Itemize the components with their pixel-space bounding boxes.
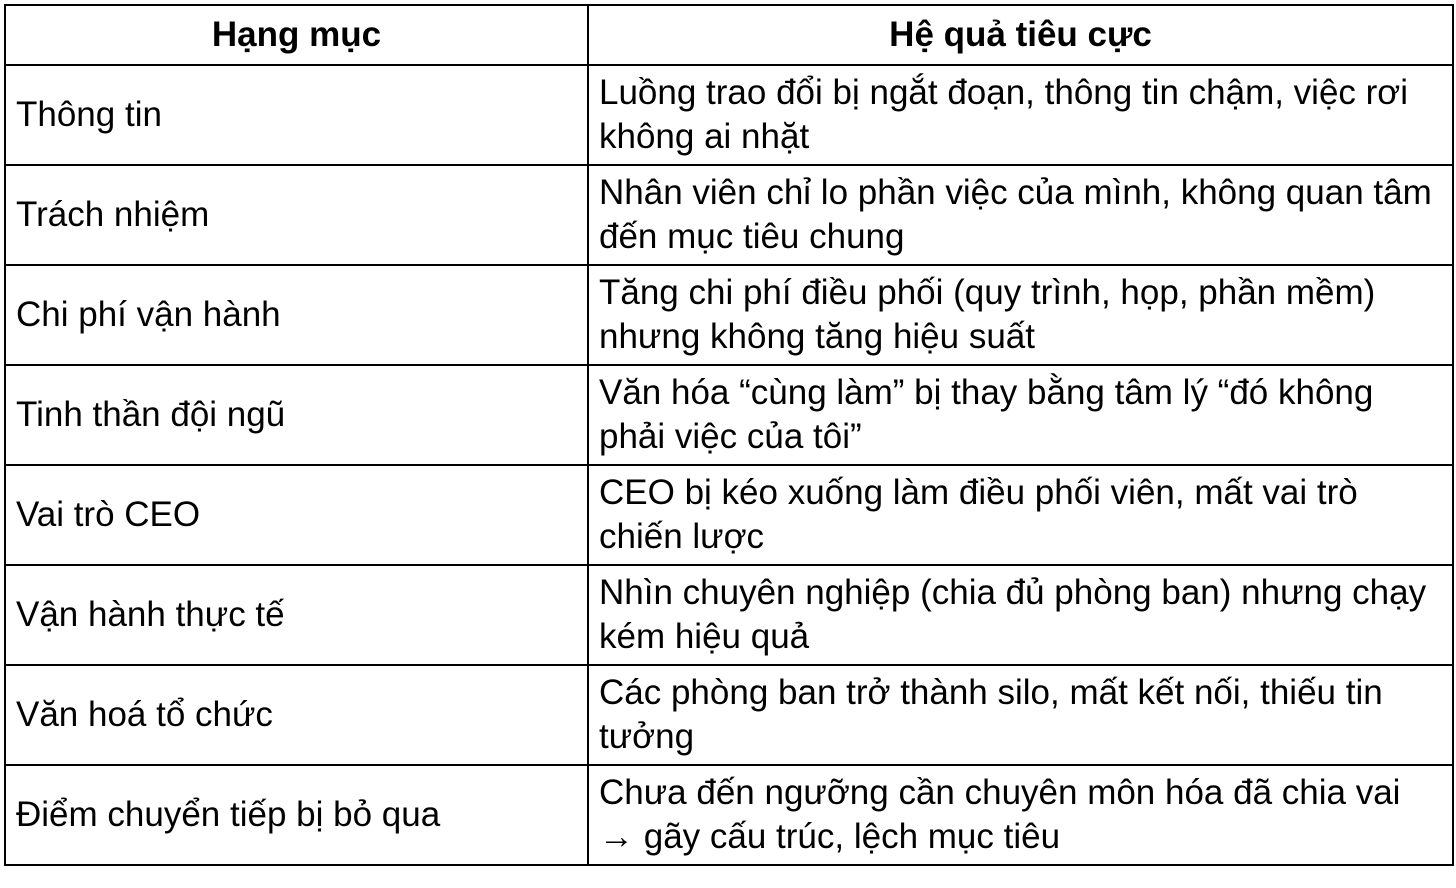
table-row [5, 765, 1453, 865]
row-consequence: CEO bị kéo xuống làm điều phối viên, mất vai trò chiến lược [588, 465, 1453, 565]
table-row [5, 465, 1453, 565]
row-category: Chi phí vận hành [5, 265, 588, 365]
row-consequence: Nhìn chuyên nghiệp (chia đủ phòng ban) nhưng chạy kém hiệu quả [588, 565, 1453, 665]
table-row [5, 665, 1453, 765]
row-consequence: Luồng trao đổi bị ngắt đoạn, thông tin chậm, việc rơi không ai nhặt [588, 65, 1453, 165]
header-category: Hạng mục [5, 5, 588, 65]
row-consequence: Chưa đến ngưỡng cần chuyên môn hóa đã chia vai → gãy cấu trúc, lệch mục tiêu [588, 765, 1453, 865]
row-consequence: Các phòng ban trở thành silo, mất kết nối, thiếu tin tưởng [588, 665, 1453, 765]
row-consequence: Nhân viên chỉ lo phần việc của mình, không quan tâm đến mục tiêu chung [588, 165, 1453, 265]
row-category: Vai trò CEO [5, 465, 588, 565]
table-body [5, 65, 1453, 865]
row-category: Vận hành thực tế [5, 565, 588, 665]
row-category: Trách nhiệm [5, 165, 588, 265]
consequences-table [4, 4, 1454, 866]
row-category: Điểm chuyển tiếp bị bỏ qua [5, 765, 588, 865]
row-category: Thông tin [5, 65, 588, 165]
header-consequence: Hệ quả tiêu cực [588, 5, 1453, 65]
table-row [5, 265, 1453, 365]
table-row [5, 165, 1453, 265]
row-consequence: Văn hóa “cùng làm” bị thay bằng tâm lý “đó không phải việc của tôi” [588, 365, 1453, 465]
table-row [5, 365, 1453, 465]
table-row [5, 65, 1453, 165]
row-category: Tinh thần đội ngũ [5, 365, 588, 465]
row-consequence: Tăng chi phí điều phối (quy trình, họp, phần mềm) nhưng không tăng hiệu suất [588, 265, 1453, 365]
table-header-row [5, 5, 1453, 65]
table-row [5, 565, 1453, 665]
row-category: Văn hoá tổ chức [5, 665, 588, 765]
